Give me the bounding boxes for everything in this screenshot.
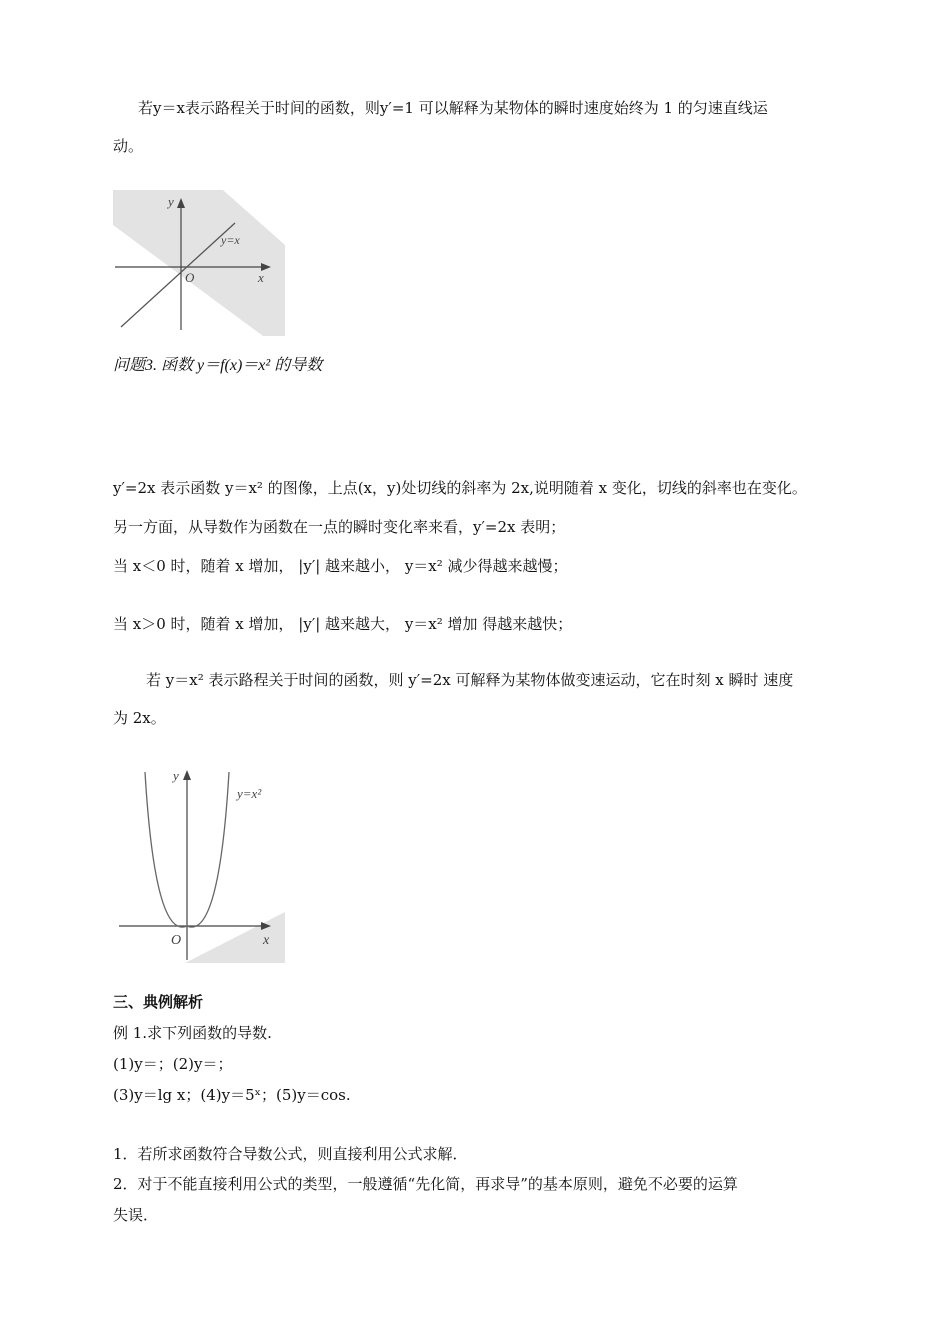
question3-title: 问题3. 函数 y＝f(x)＝x² 的导数 [113, 357, 323, 374]
figure1-x-label: x [258, 270, 264, 285]
example1-items-line2: (3)y＝lg x；(4)y＝5ˣ；(5)y＝cos. [113, 1086, 351, 1104]
example1-title: 例 1.求下列函数的导数. [113, 1024, 272, 1042]
figure1-y-label: y [168, 194, 174, 209]
tip-1: 1．若所求函数符合导数公式，则直接利用公式求解． [113, 1145, 468, 1163]
figure2-origin-label: O [171, 933, 182, 948]
para2-line3: 当 x＜0 时，随着 x 增加， |y′| 越来越小， y＝x² 减少得越来越慢； [113, 557, 568, 575]
para2-line2: 另一方面，从导数作为函数在一点的瞬时变化率来看，y′=2x 表明； [113, 518, 566, 536]
figure2-y-label: y [173, 768, 179, 783]
figure2-background [185, 912, 285, 963]
figure-parabola-graph [113, 760, 288, 965]
figure1-background [113, 190, 285, 336]
para1-line2: 动。 [113, 137, 144, 155]
figure2-x-label: x [263, 933, 270, 948]
tip-2-line1: 2．对于不能直接利用公式的类型，一般遵循“先化简，再求导”的基本原则，避免不必要的运算 [113, 1175, 738, 1193]
figure-linear-graph [113, 190, 288, 338]
figure2-curve-label: y=x² [237, 786, 262, 801]
figure1-curve-label: y=x [221, 233, 240, 247]
para1-line1: 若y＝x表示路程关于时间的函数，则y′=1 可以解释为某物体的瞬时速度始终为 1 的匀速直线运 [138, 99, 768, 117]
para3-line2: 为 2x。 [113, 709, 166, 727]
para2-line1: y′=2x 表示函数 y＝x² 的图像，上点(x，y)处切线的斜率为 2x,说明随着 x 变化，切线的斜率也在变化。 [113, 479, 807, 497]
tip-2-line2: 失误． [113, 1206, 159, 1224]
section3-heading: 三、典例解析 [113, 993, 204, 1011]
figure2-y-arrow [183, 770, 191, 780]
example1-items-line1: (1)y＝；(2)y＝； [113, 1055, 233, 1073]
para3-line1: 若 y＝x² 表示路程关于时间的函数，则 y′=2x 可解释为某物体做变速运动，它在时刻 x 瞬时 速度 [146, 671, 794, 689]
para2-line4: 当 x＞0 时，随着 x 增加， |y′| 越来越大， y＝x² 增加 得越来越快； [113, 615, 573, 633]
figure1-origin-label: O [185, 270, 195, 285]
